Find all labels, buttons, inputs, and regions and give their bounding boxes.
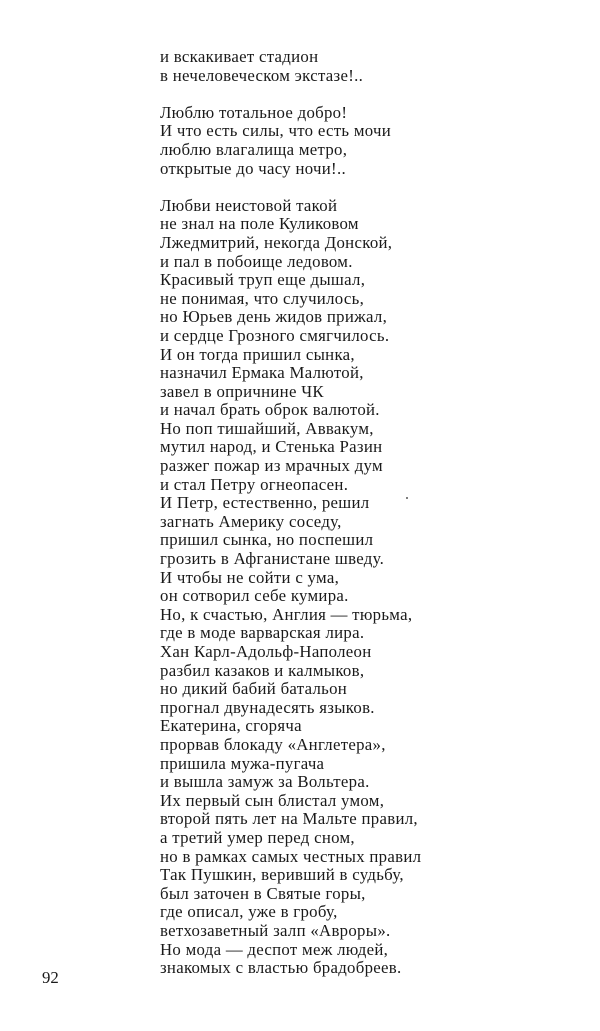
poem-line: Люблю тотальное добро! <box>160 102 348 122</box>
poem-line: пришила мужа-пугача <box>160 753 325 773</box>
poem-line: И он тогда пришил сынка, <box>160 344 355 364</box>
poem-line: пришил сынка, но поспешил <box>160 530 374 550</box>
poem-line: грозить в Афганистане шведу. <box>160 549 385 569</box>
poem-line: мутил народ, и Стенька Разин <box>160 437 383 457</box>
poem-line: Но поп тишайший, Аввакум, <box>160 418 374 438</box>
poem-line: И чтобы не сойти с ума, <box>160 567 340 587</box>
poem-line: и вышла замуж за Вольтера. <box>160 772 370 792</box>
poem-stanza <box>160 197 580 978</box>
poem-line: прогнал двунадесять языков. <box>160 697 375 717</box>
print-speck <box>406 497 408 499</box>
poem-line: Красивый труп еще дышал, <box>160 270 366 290</box>
poem-line: Но мода — деспот меж людей, <box>160 939 389 959</box>
poem-line: где в моде варварская лира. <box>160 623 365 643</box>
poem-line: Но, к счастью, Англия — тюрьма, <box>160 604 413 624</box>
poem-line: загнать Америку соседу, <box>160 511 342 531</box>
poem-line: И что есть силы, что есть мочи <box>160 121 392 141</box>
poem-stanza <box>160 104 580 178</box>
poem-line: был заточен в Святые горы, <box>160 883 366 903</box>
poem-line: знакомых с властью брадобреев. <box>160 958 402 978</box>
poem-line: но в рамках самых честных правил <box>160 846 422 866</box>
poem-line: и пал в побоище ледовом. <box>160 251 353 271</box>
poem-line: и стал Петру огнеопасен. <box>160 474 349 494</box>
poem-line: люблю влагалища метро, <box>160 139 348 159</box>
poem-line: он сотворил себе кумира. <box>160 586 349 606</box>
poem-line: Их первый сын блистал умом, <box>160 790 385 810</box>
poem-line: второй пять лет на Мальте правил, <box>160 809 418 829</box>
poem-line: открытые до часу ночи!.. <box>160 158 346 178</box>
poem-line: завел в опричнине ЧК <box>160 381 324 401</box>
poem-stanza <box>160 48 580 85</box>
poem-line: Лжедмитрий, некогда Донской, <box>160 232 393 252</box>
poem-line: Так Пушкин, веривший в судьбу, <box>160 865 404 885</box>
page-number: 92 <box>42 968 59 987</box>
poem-line: разбил казаков и калмыков, <box>160 660 365 680</box>
poem-line: и вскакивает стадион <box>160 47 319 66</box>
poem-line: назначил Ермака Малютой, <box>160 363 364 383</box>
poem-line: Хан Карл-Адольф-Наполеон <box>160 642 372 661</box>
poem-line: ветхозаветный залп «Авроры». <box>160 920 391 940</box>
poem-text <box>160 48 580 978</box>
poem-line: и сердце Грозного смягчилось. <box>160 325 390 345</box>
poem-line: в нечеловеческом экстазе!.. <box>160 65 364 85</box>
poem-line: не понимая, что случилось, <box>160 288 365 308</box>
poem-line: но Юрьев день жидов прижал, <box>160 307 388 327</box>
poem-line: не знал на поле Куликовом <box>160 214 359 234</box>
poem-line: прорвав блокаду «Англетера», <box>160 734 386 754</box>
poem-line: где описал, уже в гробу, <box>160 902 338 922</box>
poem-line: Екатерина, сгоряча <box>160 716 302 736</box>
poem-line: но дикий бабий батальон <box>160 679 348 699</box>
poem-line: а третий умер перед сном, <box>160 827 355 847</box>
poem-line: разжег пожар из мрачных дум <box>160 456 383 476</box>
poem-line: Любви неистовой такой <box>160 195 338 215</box>
poem-line: и начал брать оброк валютой. <box>160 400 380 420</box>
poem-line: И Петр, естественно, решил <box>160 493 370 513</box>
